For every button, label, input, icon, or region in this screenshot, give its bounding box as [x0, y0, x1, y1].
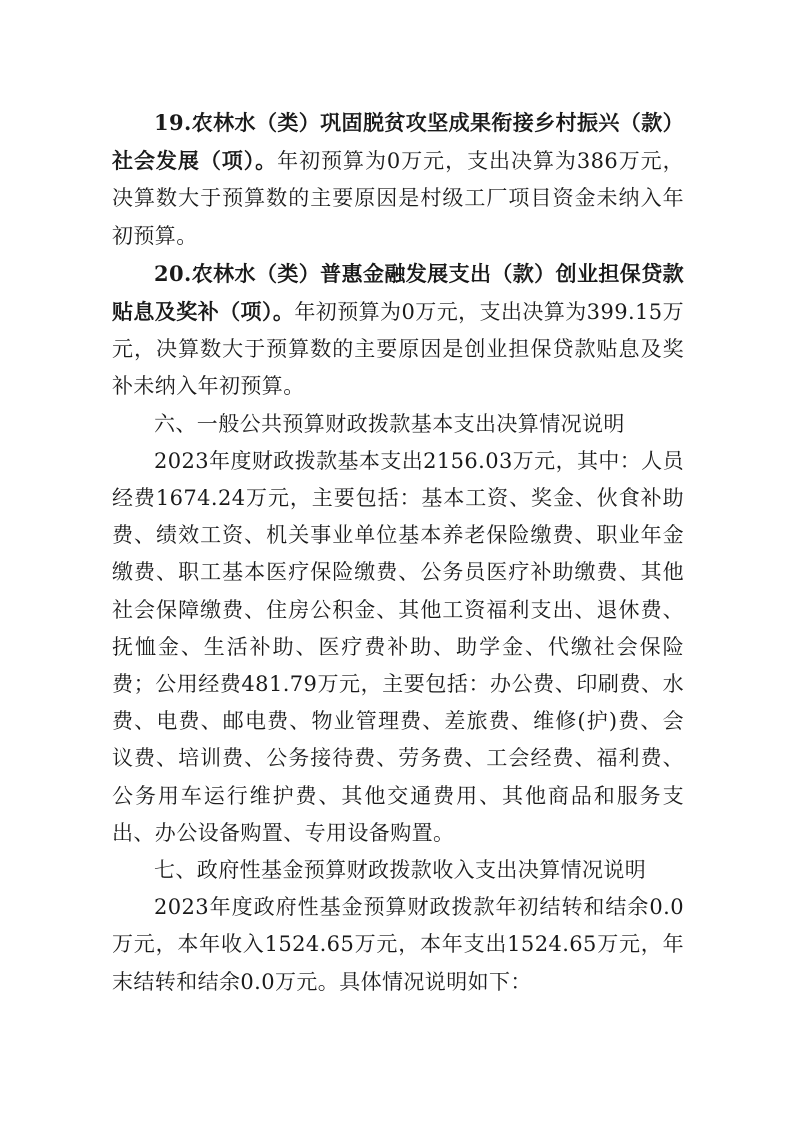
section-6-heading: 六、一般公共预算财政拨款基本支出决算情况说明 — [154, 411, 625, 436]
item-20-title: 20.农林水（类）普惠金融发展支出（款）创业担保贷款贴息及奖补（项）。 — [112, 260, 684, 325]
section-7-heading: 七、政府性基金预算财政拨款收入支出决算情况说明 — [154, 858, 647, 883]
document-body — [112, 104, 684, 1001]
section-6-paragraph: 2023年度财政拨款基本支出2156.03万元，其中：人员经费1674.24万元，主要包括：基本工资、奖金、伙食补助费、绩效工资、机关事业单位基本养老保险缴费、职业年金缴费、职工基本医疗保险缴费、公务员医疗补助缴费、其他社会保障缴费、住房公积金、其他工资福利支出、退休费、抚恤金、生活补助、医疗费补助、助学金、代缴社会保险费；公用经费481.79万元，主要包括：办公费、印刷费、水费、电费、邮电费、物业管理费、差旅费、维修(护)费、会议费、培训费、公务接待费、劳务费、工会经费、福利费、公务用车运行维护费、其他交通费用、其他商品和服务支出、办公设备购置、专用设备购置。 — [112, 448, 684, 845]
item-20-text: 年初预算为0万元，支出决算为399.15万元，决算数大于预算数的主要原因是创业担保贷款贴息及奖补未纳入年初预算。 — [112, 300, 684, 399]
item-19-text: 年初预算为0万元，支出决算为386万元，决算数大于预算数的主要原因是村级工厂项目资金未纳入年初预算。 — [112, 149, 684, 248]
item-19-title: 19.农林水（类）巩固脱贫攻坚成果衔接乡村振兴（款）社会发展（项）。 — [112, 110, 684, 174]
paragraph-item-20 — [112, 255, 684, 406]
paragraph-item-19 — [112, 104, 684, 255]
section-7-paragraph: 2023年度政府性基金预算财政拨款年初结转和结余0.0万元，本年收入1524.65万元，本年支出1524.65万元，年末结转和结余0.0万元。具体情况说明如下： — [112, 895, 684, 994]
